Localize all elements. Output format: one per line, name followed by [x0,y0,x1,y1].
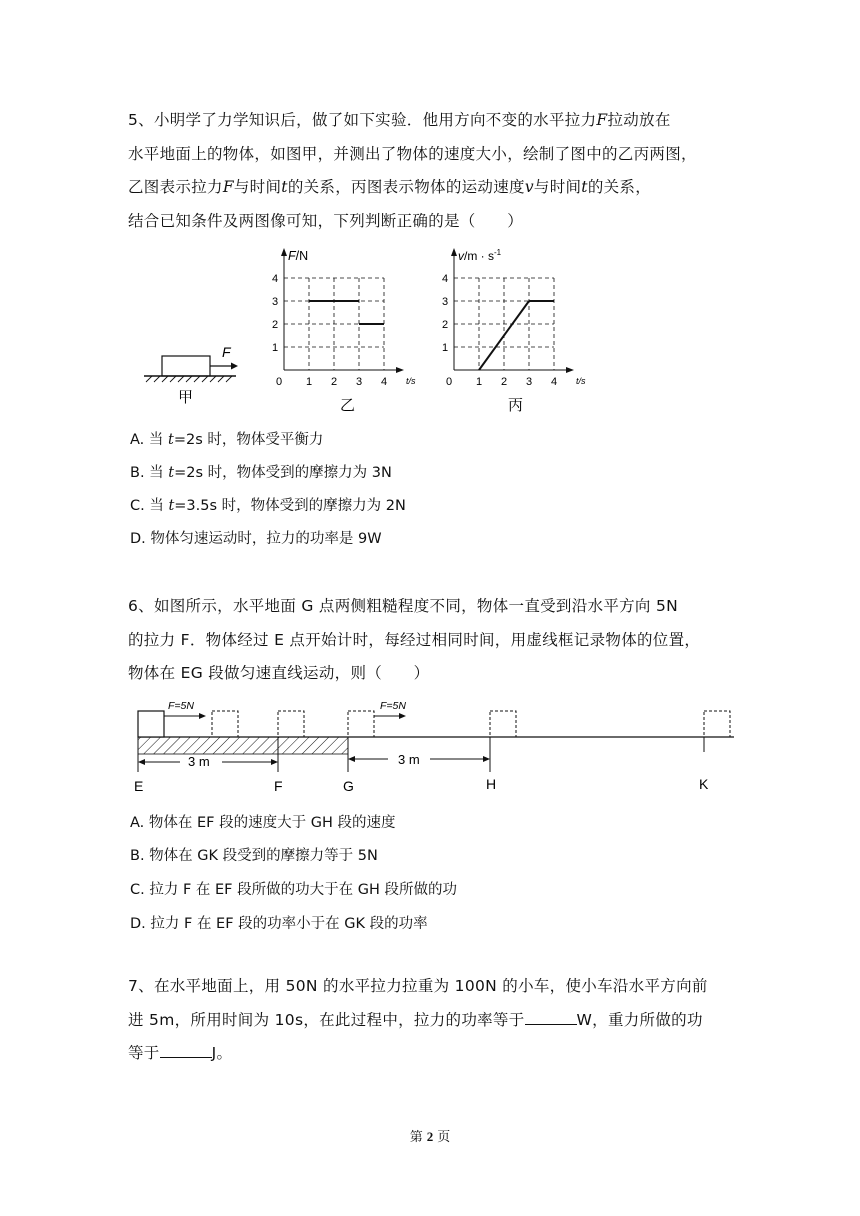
q6-line-1: 6、如图所示，水平地面 G 点两侧粗糙程度不同，物体一直受到沿水平方向 5N [128,597,679,615]
dimension-gh-arrow-left [348,756,355,762]
q6-option-b: B. 物体在 GK 段受到的摩擦力等于 5N [130,848,378,864]
q5-line-2: 水平地面上的物体，如图甲，并测出了物体的速度大小，绘制了图中的乙丙两图， [128,144,697,163]
y-tick-label: 1 [272,342,279,354]
data-line-segment [479,301,529,370]
q7-line-2: 进 5m，所用时间为 10s，在此过程中，拉力的功率等于 W，重力所做的功 [128,1004,738,1038]
x-tick-label: 1 [306,376,313,388]
x-axis-label: t/s [576,376,586,386]
q6-line-2: 的拉力 F．物体经过 E 点开始计时，每经过相同时间，用虚线框记录物体的位置， [128,630,701,649]
q5-line-3: 乙图表示拉力F与时间t的关系，丙图表示物体的运动速度v与时间t的关系， [128,178,652,196]
y-tick-label: 4 [442,273,449,285]
x-tick-label: 3 [356,376,363,388]
question-6-text [128,590,738,691]
y-tick-labels [442,273,448,354]
rough-surface [138,737,348,754]
point-h: H [486,776,497,792]
grid [454,278,554,370]
dimension-ef-arrow-left [138,759,145,765]
y-axis-arrow [281,248,287,256]
point-e: E [134,778,144,794]
x-tick-label: 3 [526,376,533,388]
x-axis-arrow [566,367,574,373]
page-footer: 第 2 页 [409,1129,451,1145]
x-tick-label: 0 [276,376,283,388]
q5-option-a: A. 当 t=2s 时，物体受平衡力 [130,432,324,448]
force-arrow-1-head [199,713,206,719]
chart-yi-label: 乙 [340,397,356,414]
chart-bing [440,246,590,416]
q5-option-b: B. 当 t=2s 时，物体受到的摩擦力为 3N [130,465,392,481]
figure-jia-label: 甲 [178,389,194,406]
x-tick-label: 4 [551,376,558,388]
q5-line-1: 5、小明学了力学知识后，做了如下实验．他用方向不变的水平拉力F拉动放在 [128,111,671,129]
force-label: F [222,344,231,360]
point-f: F [274,778,283,794]
var-v: v [524,178,534,196]
answer-blank-power[interactable] [525,1006,577,1025]
y-axis-label: $v/m \cdot s^{-1}$ [458,248,502,263]
question-7-text [128,970,738,1071]
figure-q6 [130,698,740,798]
x-tick-label: 1 [476,376,483,388]
var-F: F [596,111,608,129]
x-axis-label: t/s [406,376,416,386]
point-k: K [699,776,709,792]
force-arrow-2-head [399,713,406,719]
q6-option-c: C. 拉力 F 在 EF 段所做的功大于在 GH 段所做的功 [130,882,457,898]
ground-hatch [146,376,232,382]
dashed-position-boxes [212,711,730,737]
object-block [138,711,164,737]
y-tick-label: 3 [272,296,279,308]
point-g: G [343,778,354,794]
x-tick-label: 2 [501,376,508,388]
y-tick-label: 3 [442,296,449,308]
x-tick-labels [446,376,557,388]
x-axis-arrow [396,367,404,373]
answer-blank-work[interactable] [160,1039,212,1058]
q6-line-3: 物体在 EG 段做匀速直线运动，则（ ） [128,664,430,682]
y-tick-label: 1 [442,342,449,354]
block [162,356,210,376]
var-F: F [222,178,234,196]
q5-option-d: D. 物体匀速运动时，拉力的功率是 9W [130,531,382,547]
q7-line-3: 等于 J。 [128,1037,738,1071]
page-number: 2 [426,1129,434,1144]
var-t: t [581,178,588,196]
chart-yi [270,246,416,416]
q7-line-1: 7、在水平地面上，用 50N 的水平拉力拉重为 100N 的小车，使小车沿水平方向前 [128,977,708,995]
x-tick-label: 4 [381,376,388,388]
q5-line-4: 结合已知条件及两图像可知，下列判断正确的是（ ） [128,211,524,230]
data-lines [309,301,384,324]
force-arrow-head [231,363,238,370]
x-tick-label: 2 [331,376,338,388]
y-axis-label: F/N [288,249,309,263]
chart-bing-label: 丙 [508,397,524,414]
dimension-ef-label: 3 m [188,754,210,769]
data-lines [479,301,554,370]
var-t: t [281,178,288,196]
x-tick-labels [276,376,387,388]
question-5-text [128,104,738,238]
figure-jia [136,340,246,410]
dimension-gh-label: 3 m [398,752,420,767]
force-label-2: F=5N [380,700,406,712]
x-tick-label: 0 [446,376,453,388]
dimension-ef-arrow-right [271,759,278,765]
force-label-1: F=5N [168,700,194,712]
y-tick-labels [272,273,278,354]
q6-option-a: A. 物体在 EF 段的速度大于 GH 段的速度 [130,815,396,831]
dimension-gh-arrow-right [483,756,490,762]
y-tick-label: 4 [272,273,279,285]
y-axis-arrow [451,248,457,256]
y-tick-label: 2 [272,319,279,331]
q5-option-c: C. 当 t=3.5s 时，物体受到的摩擦力为 2N [130,498,406,514]
y-tick-label: 2 [442,319,449,331]
q6-option-d: D. 拉力 F 在 EF 段的功率小于在 GK 段的功率 [130,916,428,932]
